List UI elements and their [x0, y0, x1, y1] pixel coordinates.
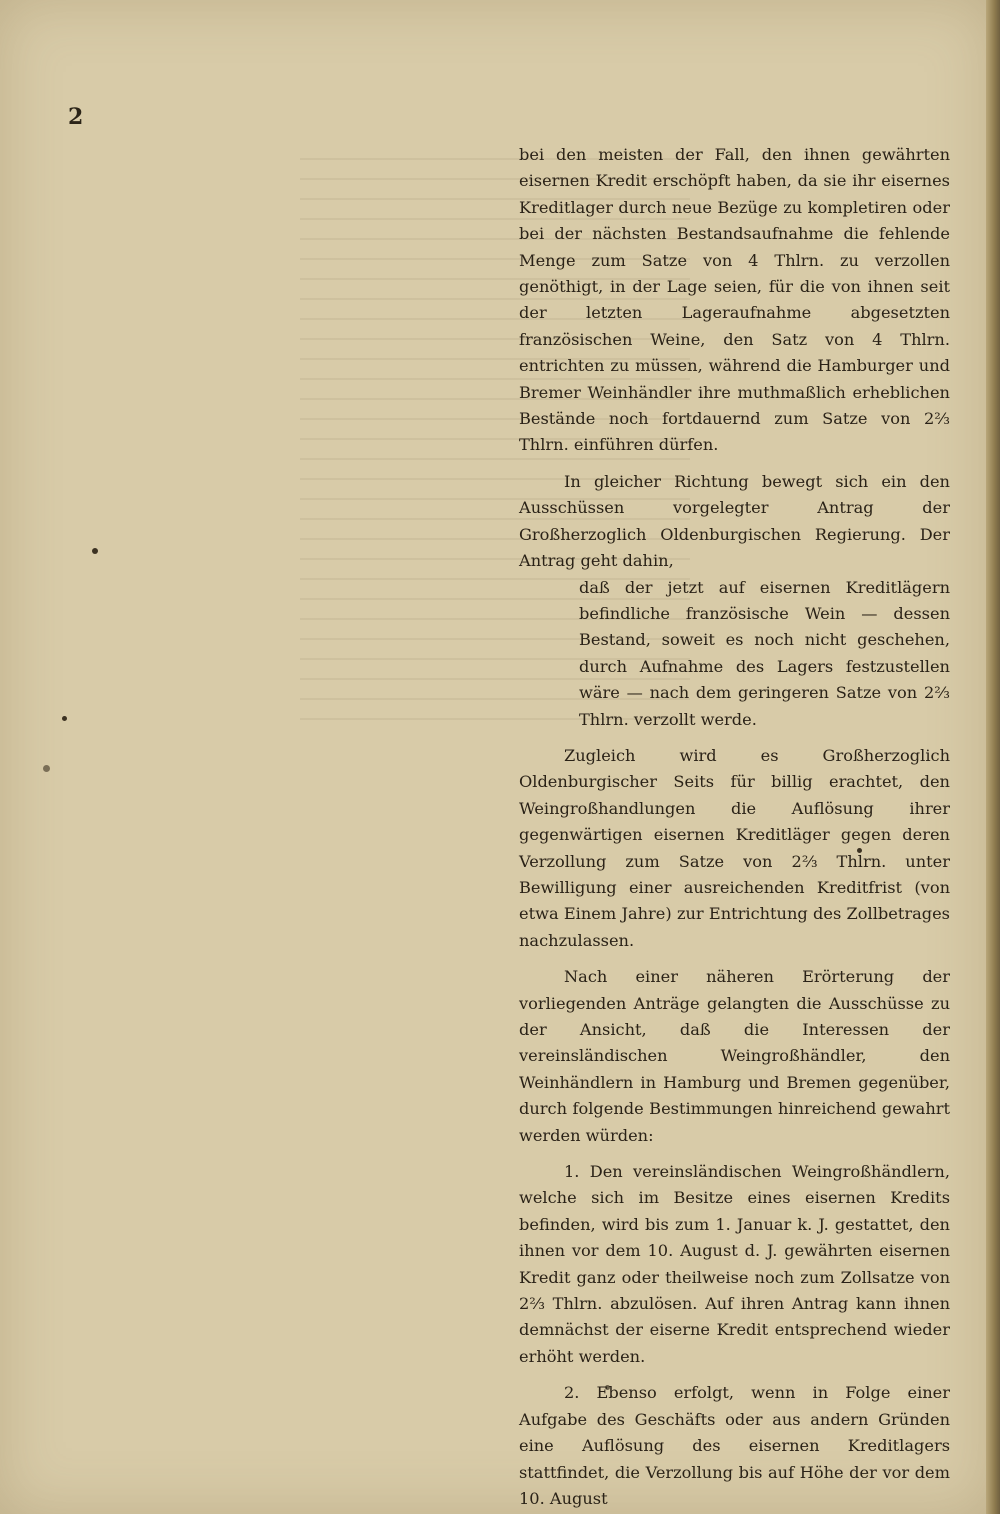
paragraph-3: Zugleich wird es Großherzoglich Oldenburgischer Seits für billig erachtet, den Weingroßhandlungen die Auflösung ihrer gegenwärtigen eisernen Kreditläger gegen deren Verzollung zum Satze von 2⅔ Thlrn. unter Bewilligung einer ausreichenden Kreditfrist (von etwa Einem Jahre) zur Entrichtung des Zollbetrages nachzulassen. — [519, 745, 950, 950]
quoted-motion: daß der jetzt auf eisernen Kreditlägern befindliche französische Wein — dessen Bestand, soweit es noch nicht geschehen, durch Aufnahme des Lagers festzustellen wäre — nach dem geringeren Satze von 2⅔ Thlrn. verzollt werde. — [579, 577, 950, 729]
paragraph-2: In gleicher Richtung bewegt sich ein den Ausschüssen vorgelegter Antrag der Großherzoglich Oldenburgischen Regierung. Der Antrag geht dahin, — [519, 471, 950, 571]
paragraph-1: bei den meisten der Fall, den ihnen gewährten eisernen Kredit erschöpft haben, da sie ihr eisernes Kreditlager durch neue Bezüge zu kompletiren oder bei der nächsten Bestandsaufnahme die fehlende Menge zum Satze von 4 Thlrn. zu verzollen genöthigt, in der Lage seien, für die von ihnen seit der letzten Lageraufnahme abgesetzten französischen Weine, den Satz von 4 Thlrn. entrichten zu müssen, während die Hamburger und Bremer Weinhändler ihre muthmaßlich erheblichen Bestände noch fortdauernd zum Satze von 2⅔ Thlrn. einführen dürfen. — [519, 145, 950, 455]
page-edge — [986, 0, 1000, 1514]
page-number: 2 — [68, 104, 84, 130]
provision-2: 2. Ebenso erfolgt, wenn in Folge einer Aufgabe des Geschäfts oder aus andern Gründen eine Auflösung des eisernen Kreditlagers stattfindet, die Verzollung bis auf Höhe der vor dem 10. August — [519, 1383, 950, 1508]
ink-speck — [62, 716, 67, 721]
paragraph-4: Nach einer näheren Erörterung der vorliegenden Anträge gelangten die Ausschüsse zu der Ansicht, daß die Interessen der vereinsländischen Weingroßhändler, den Weinhändlern in Hamburg und Bremen gegenüber, durch folgende Bestimmungen hinreichend gewahrt werden würden: — [519, 967, 950, 1145]
ink-speck — [92, 548, 98, 554]
ink-speck — [43, 765, 50, 772]
provision-1: 1. Den vereinsländischen Weingroßhändlern, welche sich im Besitze eines eisernen Kredits befinden, wird bis zum 1. Januar k. J. gestattet, den ihnen vor dem 10. August d. J. gewährten eisernen Kredit ganz oder theilweise noch zum Zollsatze von 2⅔ Thlrn. abzulösen. Auf ihren Antrag kann ihnen demnächst der eiserne Kredit entsprechend wieder erhöht werden. — [519, 1162, 950, 1366]
text-column — [519, 142, 950, 1512]
